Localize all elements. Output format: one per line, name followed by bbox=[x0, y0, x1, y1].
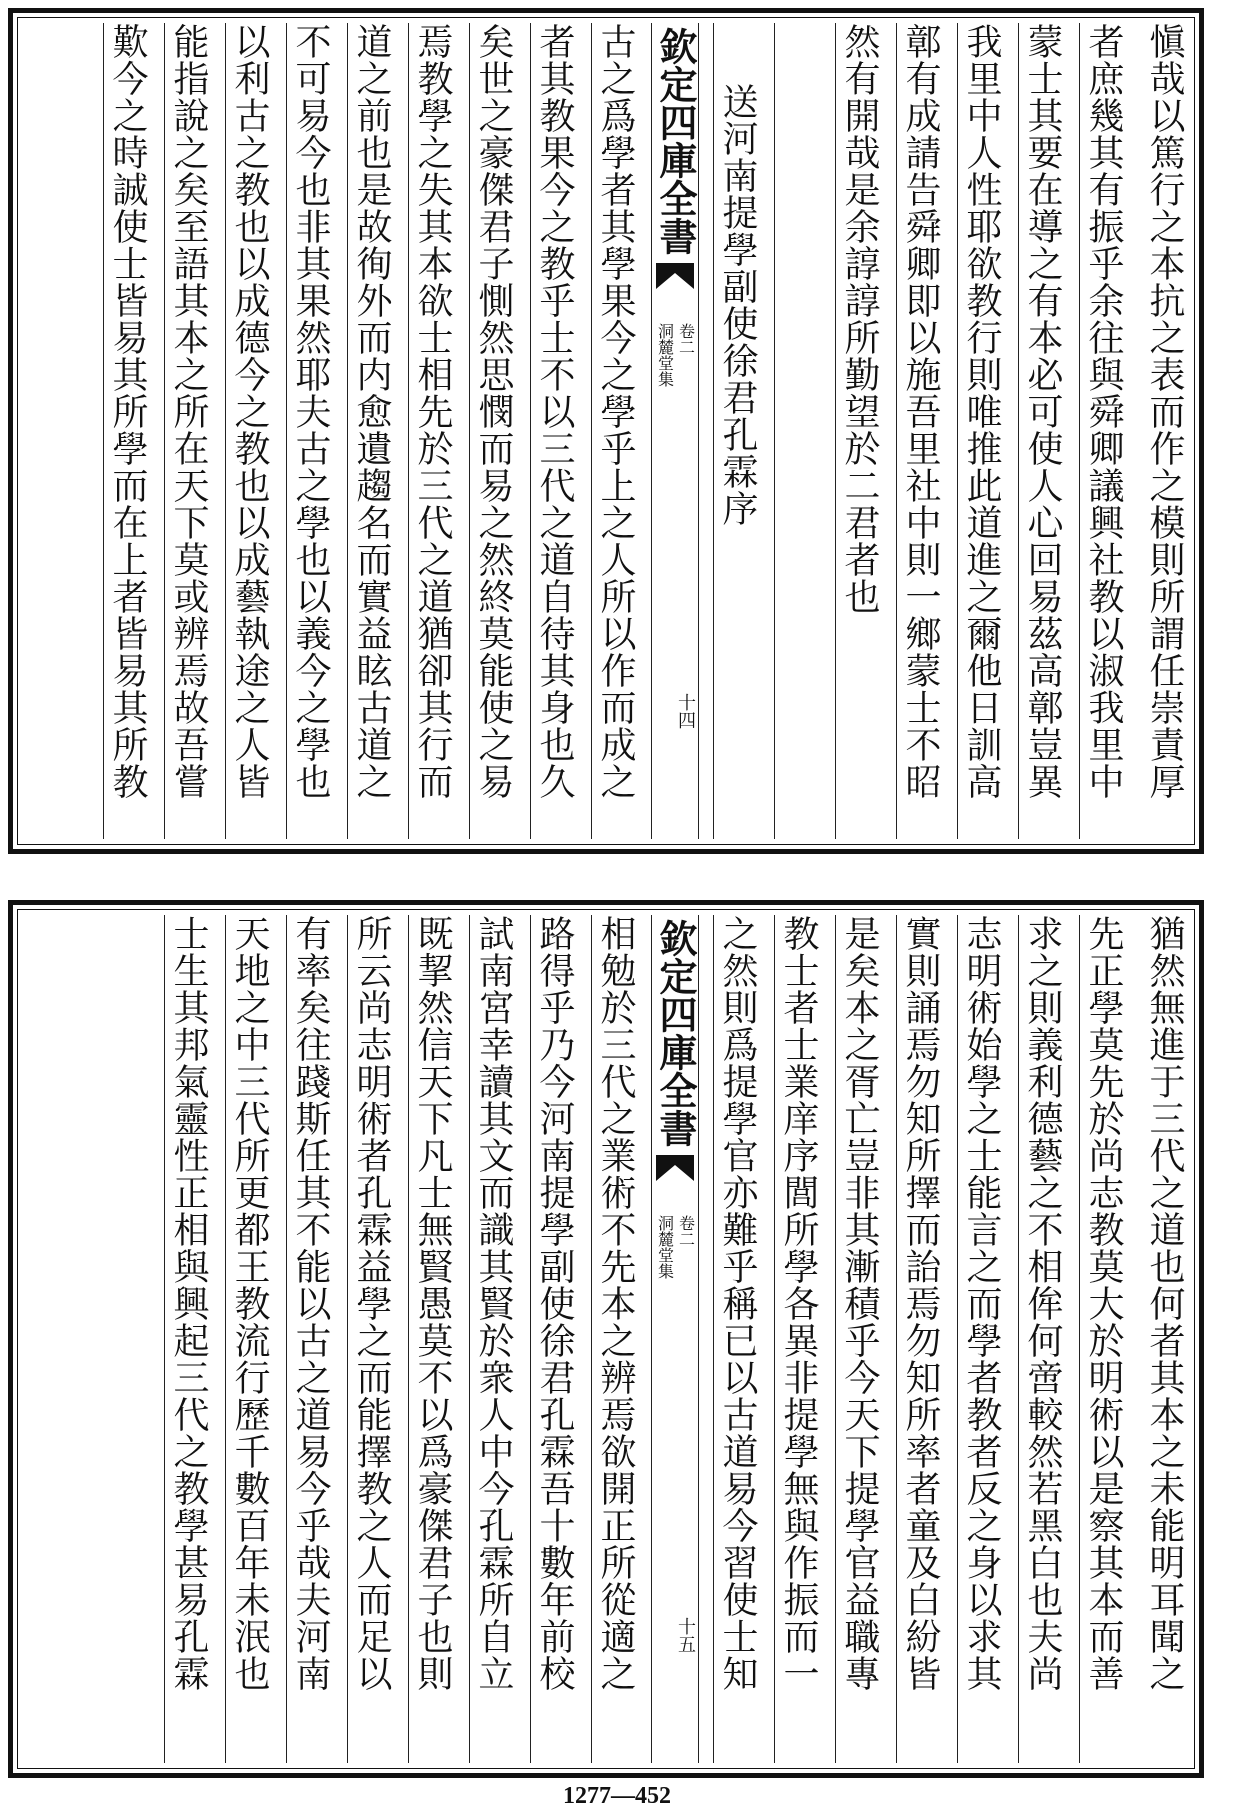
volume-label bbox=[652, 1215, 698, 1279]
column-text: 矣世之豪傑君子惻然思憫而易之然終莫能使之易 bbox=[473, 23, 514, 800]
column-text: 路得乎乃今河南提學副使徐君孔霖吾十數年前校 bbox=[534, 915, 575, 1692]
column-text: 能指說之矣至語其本之所在天下莫或辨焉故吾嘗 bbox=[168, 23, 209, 800]
page-panel-bottom bbox=[8, 900, 1204, 1778]
column-text: 志明術始學之士能言之而學者教者反之身以求其 bbox=[961, 915, 1002, 1692]
column-text: 者其教果今之教乎士不以三代之道自待其身也久 bbox=[534, 23, 575, 800]
column-text: 道之前也是故徇外而内愈遺趨名而實益眩古道之 bbox=[351, 23, 392, 800]
column-text: 然有開哉是余諄諄所勤望於二君者也 bbox=[839, 23, 880, 615]
text-column bbox=[1079, 23, 1126, 839]
text-column bbox=[591, 915, 638, 1763]
collection-name: 洞麓堂集 bbox=[655, 1215, 675, 1279]
fold-column bbox=[651, 915, 699, 1763]
text-column bbox=[774, 915, 821, 1763]
text-column bbox=[286, 915, 333, 1763]
page-footer-number: 1277—452 bbox=[563, 1783, 671, 1809]
volume-label bbox=[652, 323, 698, 387]
column-text: 天地之中三代所更都王教流行歷千數百年未泯也 bbox=[229, 915, 270, 1692]
page-panel-top bbox=[8, 8, 1204, 854]
text-column bbox=[1141, 23, 1187, 839]
text-column bbox=[1018, 23, 1065, 839]
text-column bbox=[286, 23, 333, 839]
text-column bbox=[957, 915, 1004, 1763]
column-text: 所云尚志明術者孔霖益學之而能擇教之人而足以 bbox=[351, 915, 392, 1692]
volume-number: 卷二 bbox=[676, 1215, 696, 1247]
column-text: 教士者士業庠序閭所學各異非提學無與作振而一 bbox=[778, 915, 819, 1692]
fishtail-mark-icon bbox=[656, 263, 694, 289]
collection-name: 洞麓堂集 bbox=[655, 323, 675, 387]
text-column bbox=[408, 23, 455, 839]
column-text: 以利古之教也以成德今之教也以成藝執途之人皆 bbox=[229, 23, 270, 800]
text-column bbox=[530, 915, 577, 1763]
column-text: 猶然無進于三代之道也何者其本之未能明耳聞之 bbox=[1144, 915, 1185, 1692]
book-title: 欽定四庫全書 bbox=[653, 919, 698, 1147]
section-title: 送河南提學副使徐君孔霖序 bbox=[717, 83, 758, 527]
column-text: 是矣本之胥亡豈非其漸積乎今天下提學官益職專 bbox=[839, 915, 880, 1692]
column-text: 有率矣往踐斯任其不能以古之道易今乎哉夫河南 bbox=[290, 915, 331, 1692]
book-title: 欽定四庫全書 bbox=[653, 27, 698, 255]
column-text: 歎今之時誠使士皆易其所學而在上者皆易其所教 bbox=[107, 23, 148, 800]
text-column bbox=[225, 915, 272, 1763]
text-columns bbox=[27, 915, 1187, 1763]
column-text: 我里中人性耶欲教行則唯推此道進之爾他日訓高 bbox=[961, 23, 1002, 800]
text-column bbox=[164, 23, 211, 839]
column-text: 之然則爲提學官亦難乎稱已以古道易今習使士知 bbox=[717, 915, 758, 1692]
column-text: 相勉於三代之業術不先本之辨焉欲開正所從適之 bbox=[595, 915, 636, 1692]
fold-column bbox=[651, 23, 699, 839]
text-column bbox=[957, 23, 1004, 839]
text-column bbox=[896, 23, 943, 839]
page-number: 十五 bbox=[675, 1617, 696, 1653]
text-column bbox=[164, 915, 211, 1763]
column-text: 試南宮幸讀其文而識其賢於衆人中今孔霖所自立 bbox=[473, 915, 514, 1692]
column-text: 先正學莫先於尚志教莫大於明術以是察其本而善 bbox=[1083, 915, 1124, 1692]
text-column bbox=[713, 915, 760, 1763]
page-number: 十四 bbox=[675, 693, 696, 729]
text-column bbox=[347, 23, 394, 839]
text-column bbox=[469, 915, 516, 1763]
column-text: 鄣有成請告舜卿即以施吾里社中則一鄉蒙士不昭 bbox=[900, 23, 941, 800]
column-text: 士生其邦氣靈性正相與興起三代之教學甚易孔霖 bbox=[168, 915, 209, 1692]
text-columns bbox=[27, 23, 1187, 839]
text-column bbox=[591, 23, 638, 839]
text-column bbox=[774, 23, 821, 839]
column-text: 古之爲學者其學果今之學乎上之人所以作而成之 bbox=[595, 23, 636, 800]
text-column bbox=[347, 915, 394, 1763]
column-text: 既挈然信天下凡士無賢愚莫不以爲豪傑君子也則 bbox=[412, 915, 453, 1692]
volume-number: 卷二 bbox=[676, 323, 696, 355]
text-column bbox=[1141, 915, 1187, 1763]
text-column bbox=[1018, 915, 1065, 1763]
text-column bbox=[103, 23, 150, 839]
text-column bbox=[530, 23, 577, 839]
fishtail-mark-icon bbox=[656, 1155, 694, 1181]
text-column bbox=[225, 23, 272, 839]
text-column bbox=[896, 915, 943, 1763]
column-text: 不可易今也非其果然耶夫古之學也以義今之學也 bbox=[290, 23, 331, 800]
column-text: 蒙士其要在導之有本必可使人心回易茲高鄣豈異 bbox=[1022, 23, 1063, 800]
text-column bbox=[1079, 915, 1126, 1763]
column-text: 焉教學之失其本欲士相先於三代之道猶卻其行而 bbox=[412, 23, 453, 800]
column-text: 實則誦焉勿知所擇而詒焉勿知所率者童及白紛皆 bbox=[900, 915, 941, 1692]
column-text: 者庶幾其有振乎余往與舜卿議興社教以淑我里中 bbox=[1083, 23, 1124, 800]
column-text: 求之則義利德藝之不相侔何啻較然若黑白也夫尚 bbox=[1022, 915, 1063, 1692]
text-column bbox=[713, 23, 760, 839]
column-text: 愼哉以篤行之本抗之表而作之模則所謂任崇責厚 bbox=[1144, 23, 1185, 800]
text-column bbox=[835, 23, 882, 839]
text-column bbox=[469, 23, 516, 839]
text-column bbox=[408, 915, 455, 1763]
text-column bbox=[835, 915, 882, 1763]
